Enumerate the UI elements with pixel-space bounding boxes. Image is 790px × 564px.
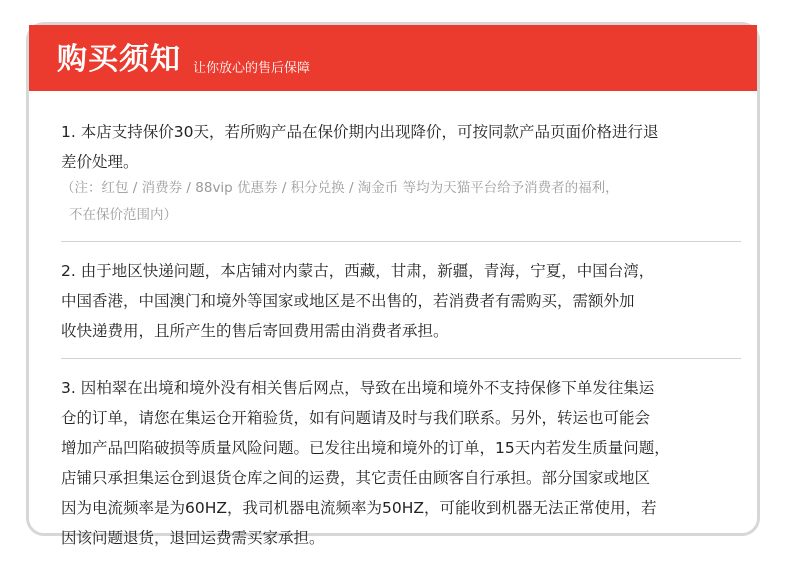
notice-line: 因为电流频率是为60HZ，我司机器电流频率为50HZ，可能收到机器无法正常使用，若 [61, 499, 657, 517]
notice-item-price-protection [61, 117, 741, 177]
note-line: 不在保价范围内） [69, 207, 177, 223]
notice-line: 因该问题退货，退回运费需买家承担。 [61, 529, 325, 547]
notice-subtitle: 让你放心的售后保障 [193, 60, 311, 76]
price-protection-note [61, 175, 741, 229]
notice-line: 差价处理。 [61, 153, 139, 171]
notice-item-overseas-orders [61, 373, 741, 553]
notice-line: 收快递费用，且所产生的售后寄回费用需由消费者承担。 [61, 322, 449, 340]
notice-line: 2. 由于地区快递问题，本店铺对内蒙古，西藏，甘肃，新疆，青海，宁夏，中国台湾， [61, 262, 655, 280]
notice-content [61, 117, 741, 553]
notice-line: 中国香港，中国澳门和境外等国家或地区是不出售的，若消费者有需购买，需额外加 [61, 292, 635, 310]
notice-line: 店铺只承担集运仓到退货仓库之间的运费，其它责任由顾客自行承担。部分国家或地区 [61, 469, 651, 487]
notice-line: 增加产品凹陷破损等质量风险问题。已发往出境和境外的订单，15天内若发生质量问题， [61, 439, 670, 457]
note-line: （注：红包 / 消费券 / 88vip 优惠券 / 积分兑换 / 淘金币 等均为天猫平台给予消费者的福利， [61, 180, 619, 196]
notice-header [29, 25, 757, 91]
purchase-notice-card [26, 22, 760, 547]
notice-line: 仓的订单，请您在集运仓开箱验货，如有问题请及时与我们联系。另外，转运也可能会 [61, 409, 651, 427]
notice-title: 购买须知 [57, 42, 181, 77]
notice-line: 1. 本店支持保价30天，若所购产品在保价期内出现降价，可按同款产品页面价格进行退 [61, 123, 659, 141]
notice-item-shipping-regions [61, 256, 741, 346]
section-divider [61, 241, 741, 242]
section-divider [61, 358, 741, 359]
notice-line: 3. 因柏翠在出境和境外没有相关售后网点，导致在出境和境外不支持保修下单发往集运 [61, 379, 655, 397]
